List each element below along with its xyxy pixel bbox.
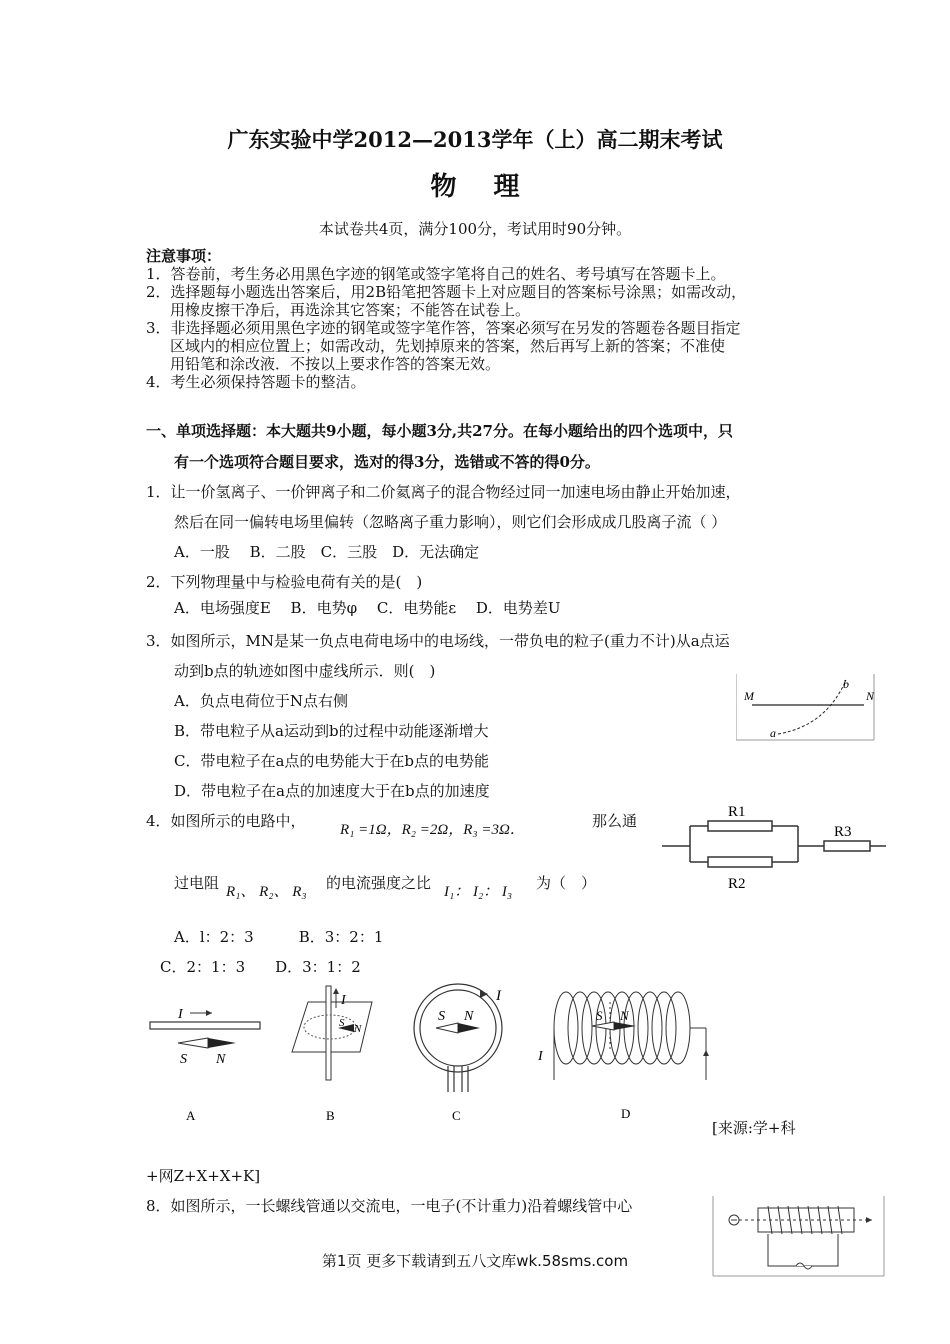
notice-item-3-cont2: 用铅笔和涂改液．不按以上要求作答的答案无效。 [170, 355, 501, 373]
coil-turn-2 [568, 992, 592, 1064]
figure-label-b: B [326, 1108, 335, 1120]
label-r3: R3 [834, 824, 852, 840]
figure-d [554, 992, 706, 1080]
q2-stem: 2．下列物理量中与检验电荷有关的是( ) [146, 573, 423, 591]
figure-c [414, 984, 502, 1092]
q3-field-line-figure [736, 674, 876, 742]
figure-label-c: C [452, 1108, 461, 1120]
label-s-c: S [438, 1009, 445, 1024]
coil-turn-8 [652, 992, 676, 1064]
notice-heading: 注意事项： [146, 247, 222, 265]
resistor-r1 [708, 821, 772, 831]
notice-item-4: 4．考生必须保持答题卡的整洁。 [146, 373, 366, 391]
q3-option-d: D．带电粒子在a点的加速度大于在b点的加速度 [174, 782, 490, 800]
label-s-d: S [596, 1008, 603, 1023]
page-title: 广东实验中学2012—2013学年（上）高二期末考试 [227, 127, 723, 152]
wire-a [150, 1022, 260, 1029]
q1-stem: 1．让一价氢离子、一价钾离子和二价氦离子的混合物经过同一加速电场由静止开始加速， [146, 483, 741, 501]
coil-turn-7 [638, 992, 662, 1064]
needle-south-a [178, 1038, 208, 1048]
label-r2: R2 [728, 876, 746, 892]
needle-south-c [436, 1023, 458, 1033]
q3-stem: 3．如图所示，MN是某一负点电荷电场中的电场线，一带负电的粒子(重力不计)从a点运 [146, 632, 730, 650]
label-n: N [866, 689, 875, 703]
current-arrowhead-d [703, 1050, 709, 1056]
q4-options-cd: C．2：1：3 D．3：1：2 [160, 958, 361, 976]
needle-north-a [208, 1038, 236, 1048]
label-current-d: I [538, 1049, 543, 1064]
resistor-r2 [708, 857, 772, 867]
q1-stem-cont: 然后在同一偏转电场里偏转（忽略离子重力影响），则它们会形成成几股离子流（ ） [174, 513, 727, 531]
exam-info: 本试卷共4页，满分100分，考试用时90分钟。 [318, 220, 632, 238]
section-1-heading-cont: 有一个选项符合题目要求，选对的得3分，选错或不答的得0分。 [174, 453, 600, 471]
q3-option-a: A．负点电荷位于N点右侧 [174, 692, 348, 710]
q4-circuit-figure [662, 800, 886, 892]
current-arrowhead-b [333, 988, 339, 994]
label-current-a: I [178, 1007, 183, 1022]
figure-a [150, 1007, 260, 1067]
current-arrowhead-c [480, 990, 488, 998]
q4-line2-start: 过电阻 [174, 874, 220, 892]
label-b: b [843, 677, 849, 691]
q3-option-b: B．带电粒子从a运动到b的过程中动能逐渐增大 [174, 722, 489, 740]
needle-north-d [614, 1022, 636, 1030]
magnet-figures [140, 980, 720, 1120]
q4-line2-mid: 的电流强度之比 [326, 874, 432, 892]
q4-current-ratio: I₁： I₂： I₃ [444, 884, 513, 900]
coil-turn-6 [624, 992, 648, 1064]
electron-path-arrow [866, 1217, 872, 1223]
subject-title: 物 理 [430, 172, 534, 202]
q3-stem-cont: 动到b点的轨迹如图中虚线所示．则( ) [174, 662, 436, 680]
notice-item-2-cont: 用橡皮擦干净后，再选涂其它答案；不能答在试卷上。 [170, 301, 531, 319]
particle-trajectory [778, 680, 846, 734]
source-tag: [来源:学+科 [712, 1119, 796, 1137]
notice-item-1: 1．答卷前，考生务必用黑色字迹的钢笔或签字笔将自己的姓名、考号填写在答题卡上。 [146, 265, 726, 283]
q4-stem-start: 4．如图所示的电路中， [146, 812, 306, 830]
q4-resistor-values: R₁ =1Ω，R₂ =2Ω，R₃ =3Ω． [340, 822, 525, 838]
coil-turn-9 [666, 992, 690, 1064]
label-m: M [744, 689, 754, 703]
q2-options: A．电场强度E B．电势φ C．电势能ε D．电势差U [174, 599, 561, 617]
label-s-b: S [339, 1017, 345, 1029]
notice-item-2: 2．选择题每小题选出答案后，用2B铅笔把答题卡上对应题目的答案标号涂黑；如需改动， [146, 283, 747, 301]
q1-options: A．一股 B．二股 C．三股 D．无法确定 [174, 543, 480, 561]
notice-item-3: 3．非选择题必须用黑色字迹的钢笔或签字笔作答，答案必须写在另发的答题卷各题目指定 [146, 319, 741, 337]
page-footer: 第1页 更多下载请到五八文库wk.58sms.com [321, 1252, 629, 1270]
current-arrowhead-a [206, 1010, 212, 1016]
label-r1: R1 [728, 804, 746, 820]
q4-resistors: R₁、 R₂、 R₃ [226, 884, 307, 900]
label-n-d: N [620, 1008, 629, 1023]
needle-north-c [458, 1023, 480, 1033]
q3-option-c: C．带电粒子在a点的电势能大于在b点的电势能 [174, 752, 490, 770]
source-tag-cont: +网Z+X+X+K] [146, 1167, 261, 1185]
needle-south-d [592, 1022, 614, 1030]
section-1-heading: 一、单项选择题：本大题共9小题，每小题3分,共27分。在每小题给出的四个选项中，只 [146, 422, 733, 440]
label-n-a: N [216, 1052, 226, 1067]
q4-line2-end: 为（ ） [536, 874, 597, 892]
q4-options-ab: A．l：2：3 B．3：2：1 [174, 928, 384, 946]
q4-stem-end: 那么通 [592, 812, 638, 830]
label-a: a [770, 726, 776, 740]
notice-item-3-cont: 区域内的相应位置上；如需改动，先划掉原来的答案，然后再写上新的答案；不准使 [170, 337, 726, 355]
figure-b [292, 986, 372, 1080]
label-n-b: N [354, 1023, 362, 1035]
resistor-r3 [824, 841, 870, 851]
wire-b [326, 986, 331, 1080]
figure-label-d: D [621, 1106, 631, 1120]
coil-turn-1 [554, 992, 578, 1064]
q8-stem: 8．如图所示，一长螺线管通以交流电，一电子(不计重力)沿着螺线管中心 [146, 1197, 633, 1215]
figure-label-a: A [186, 1108, 196, 1120]
label-current-b: I [341, 993, 346, 1008]
label-current-c: I [496, 988, 501, 1004]
label-n-c: N [464, 1009, 474, 1024]
label-s-a: S [180, 1052, 187, 1067]
